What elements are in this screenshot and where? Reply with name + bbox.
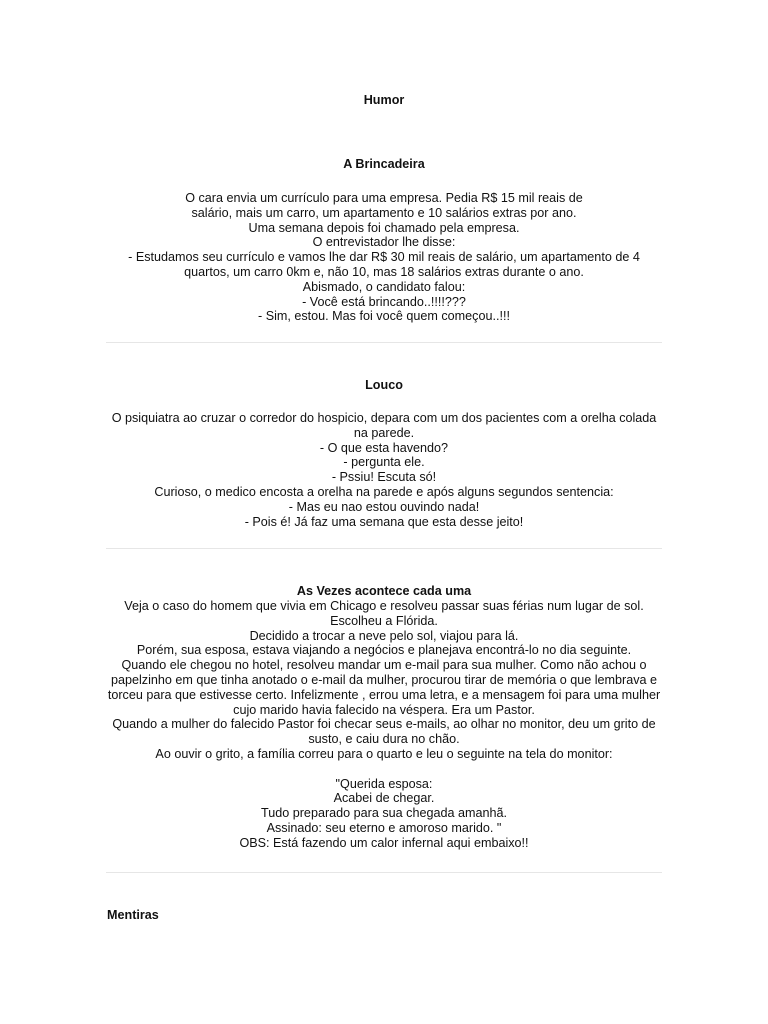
text-line xyxy=(106,762,662,777)
text-line: Porém, sua esposa, estava viajando a negócios e planejava encontrá-lo no dia seguinte. xyxy=(136,643,632,658)
text-line: Ao ouvir o grito, a família correu para o quarto e leu o seguinte na tela do monitor: xyxy=(155,746,613,761)
text-line: Abismado, o candidato falou: xyxy=(302,279,466,294)
section-title-mentiras: Mentiras xyxy=(107,908,159,922)
section-divider xyxy=(106,342,662,343)
text-line: - Você está brincando..!!!!??? xyxy=(302,294,466,309)
text-line: "Querida esposa: xyxy=(335,776,433,791)
section-title-louco: Louco xyxy=(365,378,403,392)
text-line: Quando a mulher do falecido Pastor foi checar seus e-mails, ao olhar no monitor, deu um grito de xyxy=(112,717,656,732)
text-line: na parede. xyxy=(353,425,415,440)
text-line: Escolheu a Flórida. xyxy=(330,613,438,628)
text-line: Uma semana depois foi chamado pela empresa. xyxy=(248,220,520,235)
text-line: Acabei de chegar. xyxy=(333,791,435,806)
text-line: - Pssiu! Escuta só! xyxy=(331,470,437,485)
text-line: Decidido a trocar a neve pelo sol, viajou para lá. xyxy=(249,628,519,643)
text-line: - pergunta ele. xyxy=(343,455,425,470)
text-line: Assinado: seu eterno e amoroso marido. " xyxy=(266,820,502,835)
section-body-louco xyxy=(106,411,662,529)
text-line: - Sim, estou. Mas foi você quem começou..!!! xyxy=(258,309,510,324)
text-line: - Mas eu nao estou ouvindo nada! xyxy=(288,499,480,514)
text-line: OBS: Está fazendo um calor infernal aqui embaixo!! xyxy=(239,835,529,850)
document-title: Humor xyxy=(363,93,405,107)
text-line: quartos, um carro 0km e, não 10, mas 18 salários extras durante o ano. xyxy=(184,264,584,279)
section-title-brincadeira: A Brincadeira xyxy=(343,157,425,171)
section-title-as-vezes: As Vezes acontece cada uma xyxy=(296,584,472,598)
text-line: O psiquiatra ao cruzar o corredor do hospicio, depara com um dos pacientes com a orelha colada xyxy=(111,411,657,425)
text-line: torceu para que estivesse certo. Infelizmente , errou uma letra, e a mensagem foi para uma mulher xyxy=(107,687,661,702)
section-body-as-vezes xyxy=(106,599,662,851)
section-body-brincadeira xyxy=(106,191,662,324)
text-line: susto, e caiu dura no chão. xyxy=(308,732,460,747)
text-line: Quando ele chegou no hotel, resolveu mandar um e-mail para sua mulher. Como não achou o xyxy=(121,658,647,673)
text-line: Veja o caso do homem que vivia em Chicago e resolveu passar suas férias num lugar de sol. xyxy=(124,599,644,613)
text-line: - O que esta havendo? xyxy=(319,440,449,455)
text-line: cujo marido havia falecido na véspera. Era um Pastor. xyxy=(233,702,535,717)
text-line: Curioso, o medico encosta a orelha na parede e após alguns segundos sentencia: xyxy=(154,484,614,499)
text-line: - Pois é! Já faz uma semana que esta desse jeito! xyxy=(244,514,524,529)
section-divider xyxy=(106,872,662,873)
text-line: O cara envia um currículo para uma empresa. Pedia R$ 15 mil reais de xyxy=(185,191,583,205)
section-divider xyxy=(106,548,662,549)
text-line: salário, mais um carro, um apartamento e 10 salários extras por ano. xyxy=(191,205,577,220)
text-line: - Estudamos seu currículo e vamos lhe dar R$ 30 mil reais de salário, um apartamento de 4 xyxy=(128,250,640,265)
text-line: O entrevistador lhe disse: xyxy=(312,235,456,250)
text-line: Tudo preparado para sua chegada amanhã. xyxy=(261,806,507,821)
text-line: papelzinho em que tinha anotado o e-mail da mulher, procurou tirar de memória o que lembrava e xyxy=(110,672,658,687)
